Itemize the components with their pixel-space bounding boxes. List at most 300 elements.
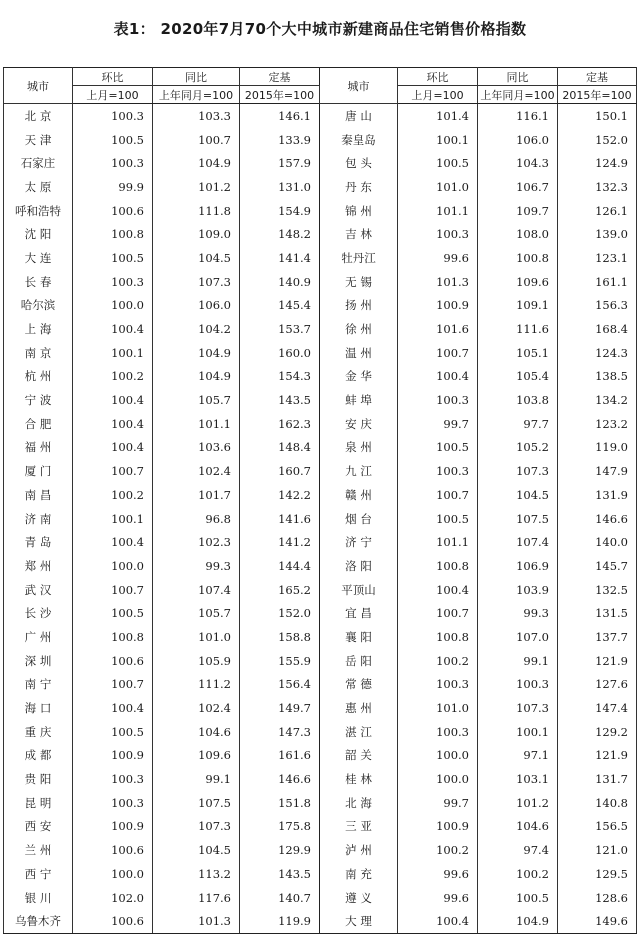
cell-base-right: 139.0 [558,222,637,246]
table-row [4,530,637,554]
cell-base-left: 140.7 [240,886,320,910]
cell-city-right: 蚌 埠 [320,388,398,412]
cell-base-left: 146.6 [240,767,320,791]
cell-mom-left: 100.1 [73,507,153,531]
cell-yoy-left: 105.9 [153,649,240,673]
cell-yoy-right: 107.0 [478,625,558,649]
cell-yoy-right: 100.3 [478,673,558,697]
cell-base-left: 129.9 [240,838,320,862]
cell-mom-left: 100.1 [73,341,153,365]
cell-yoy-left: 103.3 [153,104,240,128]
cell-base-left: 156.4 [240,673,320,697]
cell-base-left: 140.9 [240,270,320,294]
cell-city-left: 太 原 [4,175,73,199]
cell-mom-right: 100.8 [398,625,478,649]
table-row [4,412,637,436]
table-row [4,270,637,294]
cell-yoy-right: 104.9 [478,909,558,933]
cell-city-left: 昆 明 [4,791,73,815]
cell-base-right: 121.9 [558,744,637,768]
cell-city-right: 济 宁 [320,530,398,554]
table-row [4,104,637,128]
cell-yoy-right: 103.1 [478,767,558,791]
table-row [4,909,637,933]
cell-yoy-left: 107.3 [153,815,240,839]
cell-yoy-right: 104.6 [478,815,558,839]
cell-mom-left: 100.7 [73,459,153,483]
cell-yoy-left: 96.8 [153,507,240,531]
cell-city-right: 安 庆 [320,412,398,436]
cell-city-left: 长 沙 [4,601,73,625]
cell-base-left: 141.6 [240,507,320,531]
cell-mom-left: 100.0 [73,294,153,318]
cell-mom-left: 100.0 [73,862,153,886]
table-row [4,436,637,460]
cell-city-left: 北 京 [4,104,73,128]
cell-city-right: 唐 山 [320,104,398,128]
cell-base-left: 119.9 [240,909,320,933]
cell-mom-right: 99.6 [398,862,478,886]
header-yoy: 同比 [153,68,240,86]
cell-yoy-left: 107.3 [153,270,240,294]
cell-city-left: 长 春 [4,270,73,294]
header-yoy-right: 同比 [478,68,558,86]
cell-city-right: 三 亚 [320,815,398,839]
cell-yoy-left: 109.0 [153,222,240,246]
cell-mom-left: 100.4 [73,412,153,436]
table-row [4,886,637,910]
cell-city-left: 沈 阳 [4,222,73,246]
cell-yoy-left: 99.3 [153,554,240,578]
cell-mom-left: 100.4 [73,317,153,341]
cell-base-right: 127.6 [558,673,637,697]
cell-yoy-right: 103.8 [478,388,558,412]
cell-yoy-right: 104.3 [478,151,558,175]
cell-yoy-left: 104.9 [153,151,240,175]
cell-mom-left: 99.9 [73,175,153,199]
cell-yoy-left: 104.9 [153,365,240,389]
table-row [4,507,637,531]
cell-city-right: 洛 阳 [320,554,398,578]
table-row [4,601,637,625]
cell-city-right: 吉 林 [320,222,398,246]
cell-mom-right: 100.7 [398,341,478,365]
cell-city-left: 深 圳 [4,649,73,673]
cell-yoy-right: 116.1 [478,104,558,128]
table-row [4,175,637,199]
cell-base-right: 124.3 [558,341,637,365]
cell-city-right: 无 锡 [320,270,398,294]
cell-base-right: 146.6 [558,507,637,531]
cell-city-right: 韶 关 [320,744,398,768]
table-row [4,744,637,768]
cell-city-left: 石家庄 [4,151,73,175]
table-row [4,341,637,365]
cell-base-right: 149.6 [558,909,637,933]
cell-yoy-left: 117.6 [153,886,240,910]
cell-city-left: 哈尔滨 [4,294,73,318]
cell-yoy-left: 113.2 [153,862,240,886]
cell-mom-right: 100.8 [398,554,478,578]
cell-city-left: 西 宁 [4,862,73,886]
table-row [4,673,637,697]
cell-mom-left: 100.4 [73,388,153,412]
cell-base-right: 152.0 [558,128,637,152]
cell-yoy-right: 109.7 [478,199,558,223]
cell-mom-left: 102.0 [73,886,153,910]
cell-yoy-right: 109.1 [478,294,558,318]
cell-base-right: 121.9 [558,649,637,673]
cell-mom-left: 100.6 [73,838,153,862]
cell-city-left: 福 州 [4,436,73,460]
cell-city-right: 泉 州 [320,436,398,460]
table-row [4,459,637,483]
cell-city-right: 温 州 [320,341,398,365]
cell-base-left: 147.3 [240,720,320,744]
cell-mom-right: 100.5 [398,151,478,175]
cell-city-right: 岳 阳 [320,649,398,673]
cell-base-right: 138.5 [558,365,637,389]
cell-mom-left: 100.4 [73,696,153,720]
cell-base-left: 161.6 [240,744,320,768]
cell-mom-left: 100.3 [73,767,153,791]
cell-mom-right: 100.3 [398,673,478,697]
table-row [4,294,637,318]
table-row [4,199,637,223]
cell-mom-left: 100.2 [73,483,153,507]
cell-base-left: 157.9 [240,151,320,175]
cell-base-left: 160.7 [240,459,320,483]
cell-mom-right: 100.5 [398,436,478,460]
cell-base-left: 143.5 [240,862,320,886]
cell-yoy-right: 106.0 [478,128,558,152]
cell-base-right: 147.4 [558,696,637,720]
cell-yoy-left: 99.1 [153,767,240,791]
cell-yoy-left: 102.4 [153,696,240,720]
table-body [4,104,637,934]
cell-base-right: 168.4 [558,317,637,341]
cell-yoy-right: 105.1 [478,341,558,365]
cell-base-right: 147.9 [558,459,637,483]
table-row [4,246,637,270]
cell-base-left: 141.2 [240,530,320,554]
cell-yoy-right: 108.0 [478,222,558,246]
header-mom-sub-right: 上月=100 [398,86,478,104]
table-row [4,649,637,673]
cell-yoy-right: 105.4 [478,365,558,389]
cell-mom-right: 101.0 [398,696,478,720]
cell-yoy-right: 101.2 [478,791,558,815]
cell-mom-left: 100.7 [73,578,153,602]
cell-city-right: 烟 台 [320,507,398,531]
cell-yoy-left: 109.6 [153,744,240,768]
cell-base-right: 129.2 [558,720,637,744]
cell-city-left: 重 庆 [4,720,73,744]
cell-base-right: 140.8 [558,791,637,815]
cell-base-left: 155.9 [240,649,320,673]
cell-mom-right: 101.3 [398,270,478,294]
cell-city-right: 常 德 [320,673,398,697]
cell-yoy-left: 104.6 [153,720,240,744]
cell-base-left: 141.4 [240,246,320,270]
cell-city-right: 襄 阳 [320,625,398,649]
cell-yoy-right: 97.4 [478,838,558,862]
cell-city-left: 武 汉 [4,578,73,602]
header-mom: 环比 [73,68,153,86]
cell-mom-right: 99.7 [398,791,478,815]
header-yoy-sub-right: 上年同月=100 [478,86,558,104]
cell-mom-right: 101.1 [398,199,478,223]
cell-mom-left: 100.4 [73,530,153,554]
cell-yoy-right: 97.7 [478,412,558,436]
cell-city-left: 宁 波 [4,388,73,412]
cell-mom-right: 100.3 [398,459,478,483]
cell-mom-left: 100.0 [73,554,153,578]
cell-yoy-left: 101.7 [153,483,240,507]
cell-yoy-left: 107.4 [153,578,240,602]
cell-base-left: 133.9 [240,128,320,152]
cell-mom-right: 100.4 [398,365,478,389]
cell-mom-right: 100.7 [398,601,478,625]
cell-city-right: 南 充 [320,862,398,886]
cell-city-left: 杭 州 [4,365,73,389]
cell-base-right: 150.1 [558,104,637,128]
cell-mom-right: 101.6 [398,317,478,341]
cell-yoy-left: 106.0 [153,294,240,318]
cell-base-left: 145.4 [240,294,320,318]
cell-yoy-right: 104.5 [478,483,558,507]
cell-city-left: 兰 州 [4,838,73,862]
cell-city-right: 宜 昌 [320,601,398,625]
cell-city-left: 银 川 [4,886,73,910]
cell-yoy-right: 106.9 [478,554,558,578]
cell-city-left: 南 宁 [4,673,73,697]
cell-yoy-left: 105.7 [153,601,240,625]
cell-base-left: 142.2 [240,483,320,507]
cell-city-left: 大 连 [4,246,73,270]
table-row [4,151,637,175]
cell-mom-left: 100.5 [73,246,153,270]
cell-base-left: 158.8 [240,625,320,649]
cell-yoy-right: 107.3 [478,696,558,720]
cell-yoy-right: 106.7 [478,175,558,199]
cell-base-right: 132.5 [558,578,637,602]
cell-base-right: 156.3 [558,294,637,318]
cell-mom-left: 100.3 [73,270,153,294]
header-base: 定基 [240,68,320,86]
cell-base-right: 123.1 [558,246,637,270]
cell-yoy-right: 107.5 [478,507,558,531]
table-row [4,767,637,791]
header-mom-right: 环比 [398,68,478,86]
cell-mom-right: 100.0 [398,767,478,791]
price-index-table [3,67,637,934]
cell-city-right: 遵 义 [320,886,398,910]
table-row [4,578,637,602]
cell-yoy-right: 100.1 [478,720,558,744]
cell-city-right: 桂 林 [320,767,398,791]
cell-yoy-right: 103.9 [478,578,558,602]
cell-mom-left: 100.4 [73,436,153,460]
cell-mom-right: 100.9 [398,815,478,839]
table-row [4,815,637,839]
cell-base-left: 149.7 [240,696,320,720]
cell-mom-right: 101.4 [398,104,478,128]
cell-yoy-left: 104.9 [153,341,240,365]
cell-mom-right: 100.3 [398,222,478,246]
cell-city-right: 大 理 [320,909,398,933]
table-row [4,554,637,578]
cell-base-right: 140.0 [558,530,637,554]
cell-base-left: 131.0 [240,175,320,199]
cell-mom-right: 100.2 [398,838,478,862]
cell-base-right: 129.5 [558,862,637,886]
cell-base-left: 154.3 [240,365,320,389]
cell-city-right: 赣 州 [320,483,398,507]
cell-base-left: 144.4 [240,554,320,578]
cell-mom-left: 100.5 [73,601,153,625]
cell-city-right: 惠 州 [320,696,398,720]
cell-city-left: 南 昌 [4,483,73,507]
cell-mom-right: 100.3 [398,388,478,412]
cell-city-left: 广 州 [4,625,73,649]
cell-city-left: 郑 州 [4,554,73,578]
table-header [4,68,637,104]
cell-yoy-right: 105.2 [478,436,558,460]
cell-base-left: 146.1 [240,104,320,128]
cell-mom-right: 100.2 [398,649,478,673]
cell-base-right: 128.6 [558,886,637,910]
cell-mom-left: 100.3 [73,791,153,815]
cell-city-left: 贵 阳 [4,767,73,791]
cell-base-right: 161.1 [558,270,637,294]
cell-base-right: 131.5 [558,601,637,625]
cell-mom-right: 100.7 [398,483,478,507]
cell-yoy-left: 102.4 [153,459,240,483]
page-title: 表1： 2020年7月70个大中城市新建商品住宅销售价格指数 [113,20,527,38]
cell-city-left: 上 海 [4,317,73,341]
cell-city-left: 西 安 [4,815,73,839]
cell-city-right: 秦皇岛 [320,128,398,152]
cell-yoy-left: 101.0 [153,625,240,649]
cell-city-right: 包 头 [320,151,398,175]
cell-yoy-left: 100.7 [153,128,240,152]
cell-mom-left: 100.8 [73,625,153,649]
cell-yoy-right: 97.1 [478,744,558,768]
cell-yoy-left: 101.1 [153,412,240,436]
cell-mom-right: 100.4 [398,578,478,602]
cell-base-right: 119.0 [558,436,637,460]
table-row [4,365,637,389]
cell-base-right: 134.2 [558,388,637,412]
cell-city-left: 合 肥 [4,412,73,436]
cell-mom-left: 100.5 [73,720,153,744]
table-row [4,791,637,815]
header-mom-sub: 上月=100 [73,86,153,104]
cell-mom-left: 100.9 [73,744,153,768]
cell-base-right: 124.9 [558,151,637,175]
cell-mom-right: 100.3 [398,720,478,744]
cell-city-right: 泸 州 [320,838,398,862]
cell-mom-left: 100.6 [73,649,153,673]
cell-city-right: 金 华 [320,365,398,389]
cell-yoy-left: 104.5 [153,246,240,270]
header-city: 城市 [4,68,73,104]
header-base-sub-right: 2015年=100 [558,86,637,104]
cell-base-right: 137.7 [558,625,637,649]
cell-mom-right: 100.1 [398,128,478,152]
table-row [4,483,637,507]
cell-mom-right: 99.6 [398,246,478,270]
cell-mom-left: 100.7 [73,673,153,697]
cell-base-left: 151.8 [240,791,320,815]
table-row [4,838,637,862]
cell-yoy-right: 99.3 [478,601,558,625]
cell-base-left: 160.0 [240,341,320,365]
table-row [4,862,637,886]
cell-city-right: 九 江 [320,459,398,483]
cell-city-left: 呼和浩特 [4,199,73,223]
table-row [4,128,637,152]
cell-base-left: 162.3 [240,412,320,436]
cell-yoy-left: 105.7 [153,388,240,412]
cell-base-left: 154.9 [240,199,320,223]
cell-base-left: 153.7 [240,317,320,341]
cell-city-right: 扬 州 [320,294,398,318]
cell-city-left: 济 南 [4,507,73,531]
cell-city-right: 平顶山 [320,578,398,602]
cell-yoy-right: 109.6 [478,270,558,294]
cell-yoy-left: 104.5 [153,838,240,862]
cell-city-right: 牡丹江 [320,246,398,270]
cell-mom-left: 100.2 [73,365,153,389]
cell-base-right: 126.1 [558,199,637,223]
header-city-right: 城市 [320,68,398,104]
cell-yoy-left: 101.3 [153,909,240,933]
cell-base-left: 143.5 [240,388,320,412]
cell-yoy-left: 101.2 [153,175,240,199]
cell-base-left: 148.2 [240,222,320,246]
cell-base-right: 121.0 [558,838,637,862]
cell-city-left: 成 都 [4,744,73,768]
table-row [4,388,637,412]
cell-yoy-right: 100.2 [478,862,558,886]
table-row [4,625,637,649]
cell-base-right: 131.9 [558,483,637,507]
cell-base-left: 148.4 [240,436,320,460]
cell-city-left: 南 京 [4,341,73,365]
cell-yoy-left: 102.3 [153,530,240,554]
cell-mom-right: 101.1 [398,530,478,554]
cell-base-right: 132.3 [558,175,637,199]
cell-yoy-right: 111.6 [478,317,558,341]
cell-city-left: 海 口 [4,696,73,720]
cell-mom-right: 100.0 [398,744,478,768]
cell-yoy-left: 103.6 [153,436,240,460]
cell-mom-right: 99.6 [398,886,478,910]
cell-city-right: 徐 州 [320,317,398,341]
cell-base-left: 152.0 [240,601,320,625]
cell-mom-left: 100.6 [73,909,153,933]
cell-yoy-left: 107.5 [153,791,240,815]
header-base-right: 定基 [558,68,637,86]
cell-mom-right: 100.4 [398,909,478,933]
cell-base-right: 156.5 [558,815,637,839]
cell-yoy-right: 100.8 [478,246,558,270]
cell-yoy-left: 111.2 [153,673,240,697]
table-row [4,696,637,720]
cell-yoy-right: 100.5 [478,886,558,910]
